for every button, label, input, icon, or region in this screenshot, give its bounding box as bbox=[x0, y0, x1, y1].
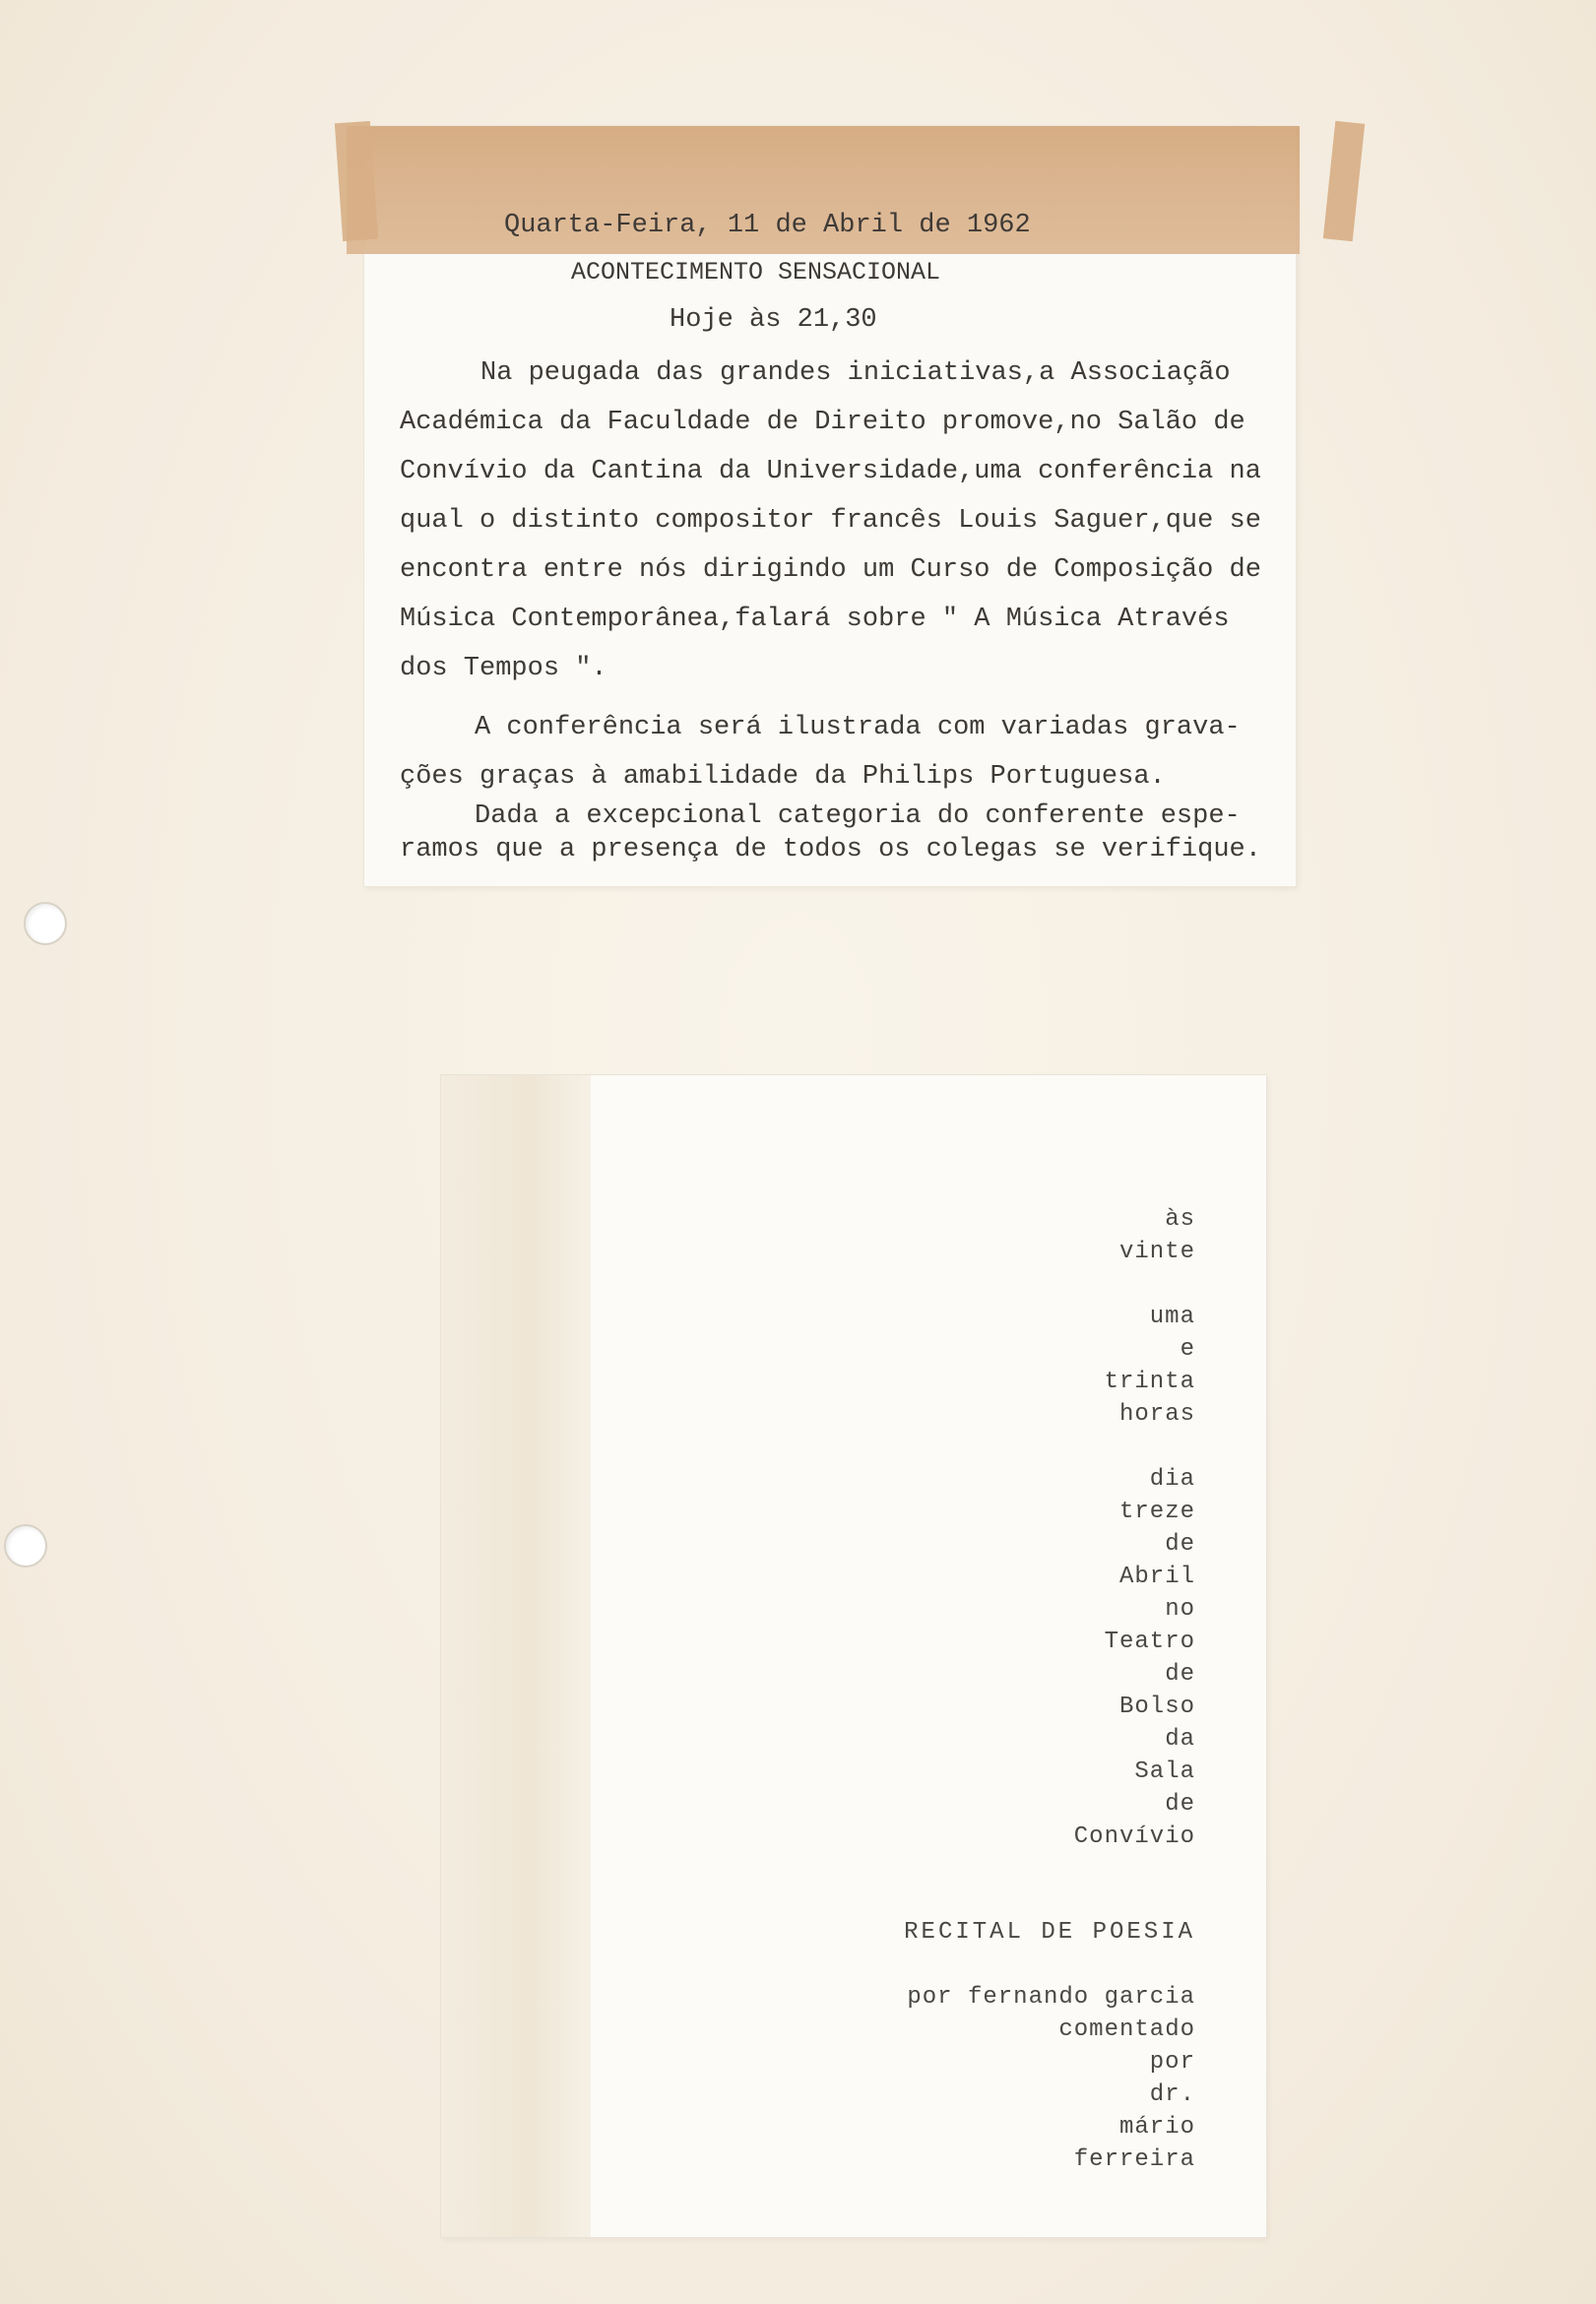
credit-line: dr. bbox=[1149, 2081, 1195, 2108]
date-place-line: de bbox=[1165, 1661, 1195, 1688]
date-place-line: Convívio bbox=[1073, 1824, 1195, 1850]
newspaper-clipping bbox=[364, 126, 1296, 886]
time-line: Hoje às 21,30 bbox=[670, 305, 877, 335]
paragraph1-line: qual o distinto compositor francês Louis Saguer,que se bbox=[400, 506, 1261, 536]
credit-line: ferreira bbox=[1073, 2146, 1195, 2173]
date-place-line: Teatro bbox=[1104, 1629, 1195, 1655]
date-place-line: Sala bbox=[1134, 1759, 1195, 1785]
punch-hole-top bbox=[24, 902, 67, 945]
schedule-line: vinte bbox=[1118, 1239, 1195, 1265]
date-place-line: de bbox=[1165, 1791, 1195, 1818]
card-text bbox=[904, 1203, 1195, 2176]
paragraph2-line: ções graças à amabilidade da Philips Portuguesa. bbox=[400, 762, 1166, 792]
date-place-line: Abril bbox=[1118, 1564, 1195, 1590]
invitation-card bbox=[441, 1075, 1266, 2237]
paragraph1-line: Música Contemporânea,falará sobre " A Música Através bbox=[400, 605, 1230, 634]
date-place-line: de bbox=[1165, 1531, 1195, 1558]
paragraph1-line: dos Tempos ". bbox=[400, 654, 607, 683]
punch-hole-bottom bbox=[4, 1524, 47, 1568]
date-line: Quarta-Feira, 11 de Abril de 1962 bbox=[504, 211, 1031, 240]
event-title: RECITAL DE POESIA bbox=[904, 1919, 1195, 1946]
schedule-line: horas bbox=[1118, 1401, 1195, 1428]
headline: ACONTECIMENTO SENSACIONAL bbox=[571, 258, 941, 287]
schedule-line: e bbox=[1180, 1336, 1195, 1363]
paragraph3-line: ramos que a presença de todos os colegas se verifique. bbox=[400, 835, 1261, 864]
credit-line: comentado bbox=[1058, 2016, 1195, 2043]
card-fold bbox=[441, 1075, 591, 2237]
paragraph1-line: Convívio da Cantina da Universidade,uma conferência na bbox=[400, 457, 1261, 486]
paragraph1-line: encontra entre nós dirigindo um Curso de Composição de bbox=[400, 555, 1261, 585]
date-place-line: treze bbox=[1118, 1499, 1195, 1525]
date-place-line: no bbox=[1165, 1596, 1195, 1623]
date-place-line: Bolso bbox=[1118, 1694, 1195, 1720]
credit-line: mário bbox=[1118, 2114, 1195, 2141]
paragraph3-line: Dada a excepcional categoria do conferente espe- bbox=[475, 801, 1241, 831]
credit-line: por bbox=[1149, 2049, 1195, 2076]
schedule-line: às bbox=[1165, 1206, 1195, 1233]
clipping-text bbox=[364, 126, 1296, 886]
credit-line: por fernando garcia bbox=[907, 1984, 1195, 2011]
paragraph2-line: A conferência será ilustrada com variadas grava- bbox=[475, 713, 1241, 742]
schedule-line: uma bbox=[1149, 1304, 1195, 1330]
date-place-line: da bbox=[1165, 1726, 1195, 1753]
date-place-line: dia bbox=[1149, 1466, 1195, 1493]
paragraph1-line: Na peugada das grandes iniciativas,a Associação bbox=[480, 358, 1231, 388]
schedule-line: trinta bbox=[1104, 1369, 1195, 1395]
paragraph1-line: Académica da Faculdade de Direito promove,no Salão de bbox=[400, 408, 1245, 437]
